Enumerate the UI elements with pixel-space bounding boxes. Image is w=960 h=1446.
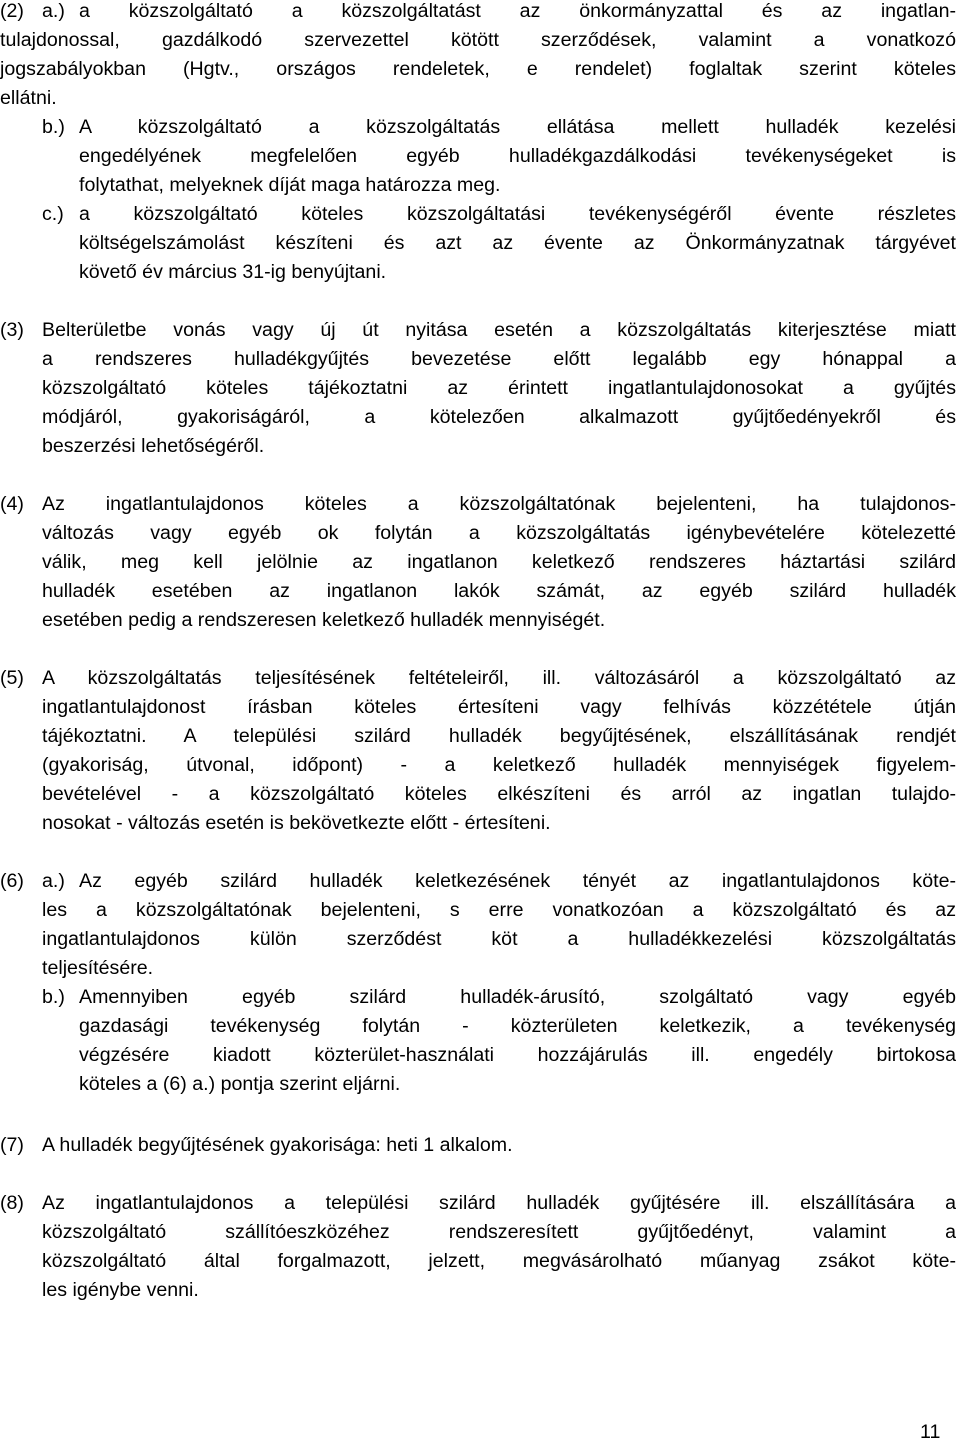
text-line: beszerzési lehetőségéről. — [42, 435, 265, 457]
text-line: végzésére kiadott közterület-használati hozzájárulás ill. engedély birtokosa — [79, 1044, 956, 1066]
paragraph-number: (7) — [0, 1134, 24, 1156]
text-line: hulladék esetében az ingatlanon lakók számát, az egyéb szilárd hulladék — [42, 580, 956, 602]
text-line: közszolgáltató szállítóeszközéhez rendszeresített gyűjtőedényt, valamint a — [42, 1221, 956, 1243]
item-marker: c.) — [42, 203, 64, 225]
text-line: válik, meg kell jelölnie az ingatlanon keletkező rendszeres háztartási szilárd — [42, 551, 956, 573]
text-line: a közszolgáltató a közszolgáltatást az önkormányzattal és az ingatlan- — [79, 0, 956, 22]
text-line: Amennyiben egyéb szilárd hulladék-árusító, szolgáltató vagy egyéb — [79, 986, 956, 1008]
text-line: változás vagy egyéb ok folytán a közszolgáltatás igénybevételére kötelezetté — [42, 522, 956, 544]
item-marker: a.) — [42, 0, 65, 22]
text-line: nosokat - változás esetén is bekövetkezte előtt - értesíteni. — [42, 812, 551, 834]
text-line: bevételével - a közszolgáltató köteles elkészíteni és arról az ingatlan tulajdo- — [42, 783, 956, 805]
text-line: esetében pedig a rendszeresen keletkező hulladék mennyiségét. — [42, 609, 606, 631]
text-line: közszolgáltató által forgalmazott, jelzett, megvásárolható műanyag zsákot köte- — [42, 1250, 956, 1272]
text-line: ellátni. — [0, 87, 57, 109]
text-line: les igénybe venni. — [42, 1279, 199, 1301]
text-line: tulajdonossal, gazdálkodó szervezettel kötött szerződések, valamint a vonatkozó — [0, 29, 956, 51]
paragraph-number: (3) — [0, 319, 24, 341]
text-line: Belterületbe vonás vagy új út nyitása esetén a közszolgáltatás kiterjesztése miatt — [42, 319, 956, 341]
text-line: követő év március 31-ig benyújtani. — [79, 261, 387, 283]
item-marker: b.) — [42, 986, 65, 1008]
text-line: a rendszeres hulladékgyűjtés bevezetése előtt legalább egy hónappal a — [42, 348, 956, 370]
page-number: 11 — [920, 1421, 941, 1443]
paragraph-number: (8) — [0, 1192, 24, 1214]
text-line: engedélyének megfelelően egyéb hulladékgazdálkodási tevékenységeket is — [79, 145, 956, 167]
text-line: A közszolgáltató a közszolgáltatás ellátása mellett hulladék kezelési — [79, 116, 956, 138]
text-line: teljesítésére. — [42, 957, 154, 979]
text-line: a közszolgáltató köteles közszolgáltatási tevékenységéről évente részletes — [79, 203, 956, 225]
text-line: költségelszámolást készíteni és azt az évente az Önkormányzatnak tárgyévet — [79, 232, 956, 254]
item-marker: b.) — [42, 116, 65, 138]
text-line: Az ingatlantulajdonos a települési szilárd hulladék gyűjtésére ill. elszállítására a — [42, 1192, 956, 1214]
text-line: A hulladék begyűjtésének gyakorisága: heti 1 alkalom. — [42, 1134, 513, 1156]
paragraph-number: (5) — [0, 667, 24, 689]
text-line: Az ingatlantulajdonos köteles a közszolgáltatónak bejelenteni, ha tulajdonos- — [42, 493, 956, 515]
text-line: közszolgáltató köteles tájékoztatni az érintett ingatlantulajdonosokat a gyűjtés — [42, 377, 956, 399]
text-line: köteles a (6) a.) pontja szerint eljárni. — [79, 1073, 401, 1095]
text-line: les a közszolgáltatónak bejelenteni, s erre vonatkozóan a közszolgáltató és az — [42, 899, 956, 921]
item-marker: a.) — [42, 870, 65, 892]
text-line: módjáról, gyakoriságáról, a kötelezően alkalmazott gyűjtőedényekről és — [42, 406, 956, 428]
text-line: (gyakoriság, útvonal, időpont) - a keletkező hulladék mennyiségek figyelem- — [42, 754, 956, 776]
text-line: A közszolgáltatás teljesítésének feltételeiről, ill. változásáról a közszolgáltató az — [42, 667, 956, 689]
text-line: jogszabályokban (Hgtv., országos rendeletek, e rendelet) foglaltak szerint köteles — [0, 58, 956, 80]
text-line: Az egyéb szilárd hulladék keletkezésének tényét az ingatlantulajdonos köte- — [79, 870, 956, 892]
text-line: gazdasági tevékenység folytán - közterületen keletkezik, a tevékenység — [79, 1015, 956, 1037]
text-line: ingatlantulajdonos külön szerződést köt a hulladékkezelési közszolgáltatás — [42, 928, 956, 950]
text-line: folytathat, melyeknek díját maga határozza meg. — [79, 174, 501, 196]
text-line: tájékoztatni. A települési szilárd hulladék begyűjtésének, elszállításának rendjét — [42, 725, 956, 747]
paragraph-number: (2) — [0, 0, 24, 22]
text-line: ingatlantulajdonost írásban köteles értesíteni vagy felhívás közzététele útján — [42, 696, 956, 718]
paragraph-number: (4) — [0, 493, 24, 515]
paragraph-number: (6) — [0, 870, 24, 892]
